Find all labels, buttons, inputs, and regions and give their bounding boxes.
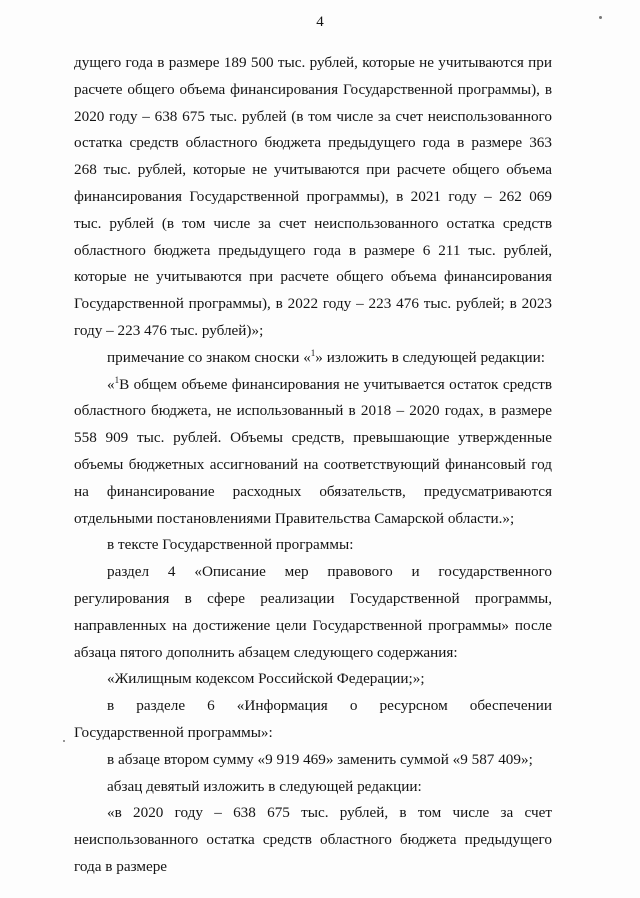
paragraph-housing-code: «Жилищным кодексом Российской Федерации;»;: [107, 670, 425, 688]
paragraph-2020-amount: «в 2020 году – 638 675 тыс. рублей, в том числе за счет неиспользованного остатка средств областного бюджета предыдущего года в размере: [74, 804, 552, 875]
paragraph-sum-replacement: в абзаце втором сумму «9 919 469» заменить суммой «9 587 409»;: [107, 750, 533, 768]
document-body: [74, 50, 552, 881]
page-number: 4: [316, 14, 324, 30]
scan-speck: [599, 16, 602, 19]
paragraph-ninth-abzac: абзац девятый изложить в следующей редакции:: [107, 777, 422, 795]
paragraph-footnote-instruction: примечание со знаком сноски «$^1$» изложить в следующей редакции:: [107, 347, 546, 366]
paragraph-in-text: в тексте Государственной программы:: [107, 536, 354, 554]
footnote-marker: 1: [310, 347, 316, 358]
scan-speck: [63, 740, 65, 742]
paragraph-footnote-text: «$^1$В общем объеме финансирования не учитывается остаток средств областного бюджета, не использованный в 2018 – 2020 годах, в размере 558 909 тыс. рублей. Объемы средств, превышающие утвержденные объемы бюджетных ассигнований на соответствующий финансовый год на финансирование расходных обязательств, предусматриваются отдельными постановлениями Правительства Самарской области.»;: [74, 374, 552, 527]
footnote-marker: 1: [114, 374, 120, 385]
paragraph-continuation: дущего года в размере 189 500 тыс. рублей, которые не учитываются при расчете общего объема финансирования Государственной программы), в 2020 году – 638 675 тыс. рублей (в том числе за счет неиспользованного остатка средств областного бюджета предыдущего года в размере 363 268 тыс. рублей, которые не учитываются при расчете общего объема финансирования Государственной программы), в 2021 году – 262 069 тыс. рублей (в том числе за счет неиспользованного остатка средств областного бюджета предыдущего года в размере 6 211 тыс. рублей, которые не учитываются при расчете общего объема финансирования Государственной программы), в 2022 году – 223 476 тыс. рублей; в 2023 году – 223 476 тыс. рублей)»;: [74, 54, 552, 339]
paragraph-section-6: в разделе 6 «Информация о ресурсном обеспечении Государственной программы»:: [74, 697, 552, 741]
paragraph-section-4: раздел 4 «Описание мер правового и государственного регулирования в сфере реализации Государственной программы, направленных на достижение цели Государственной программы» после абзаца пятого дополнить абзацем следующего содержания:: [74, 563, 552, 661]
